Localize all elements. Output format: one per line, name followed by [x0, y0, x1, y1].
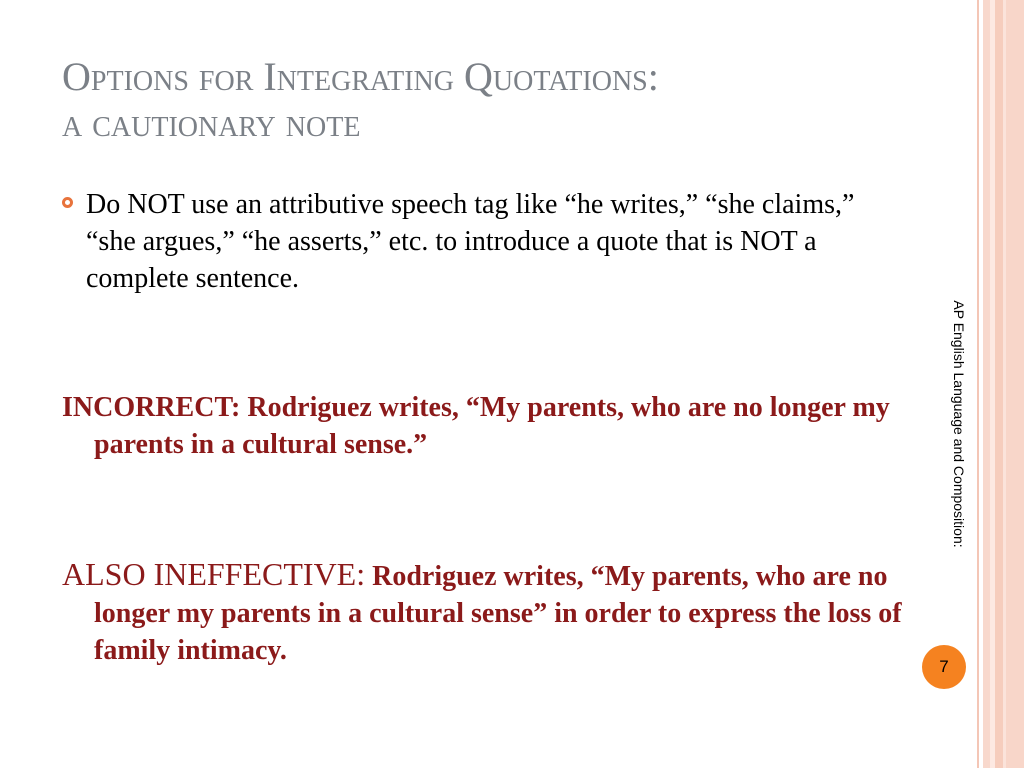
slide-title [62, 54, 942, 146]
decorative-stripe [995, 0, 1003, 768]
page-number: 7 [939, 657, 949, 676]
ineffective-label: ALSO INEFFECTIVE: [62, 556, 366, 592]
bullet-icon [62, 197, 73, 208]
decorative-stripe [977, 0, 979, 768]
slide-title-line-2: a cautionary note [62, 100, 361, 145]
ineffective-text: Rodriguez writes, “My parents, who are no longer my parents in a cultural sense” in order to express the loss of family intimacy. [94, 561, 902, 666]
incorrect-example: INCORRECT: Rodriguez writes, “My parents, who are no longer my parents in a cultural sense.” [62, 392, 890, 460]
slide-title-line-1: Options for Integrating Quotations: [62, 54, 659, 99]
ineffective-example [62, 556, 914, 669]
side-footer-label: AP English Language and Composition: [951, 300, 967, 548]
page-number-badge [922, 645, 966, 689]
decorative-stripe [1006, 0, 1024, 768]
decorative-stripe [983, 0, 990, 768]
bullet-text: Do NOT use an attributive speech tag like “he writes,” “she claims,” “she argues,” “he asserts,” etc. to introduce a quote that is NOT a complete sentence. [86, 189, 855, 294]
bullet-item [62, 186, 862, 297]
